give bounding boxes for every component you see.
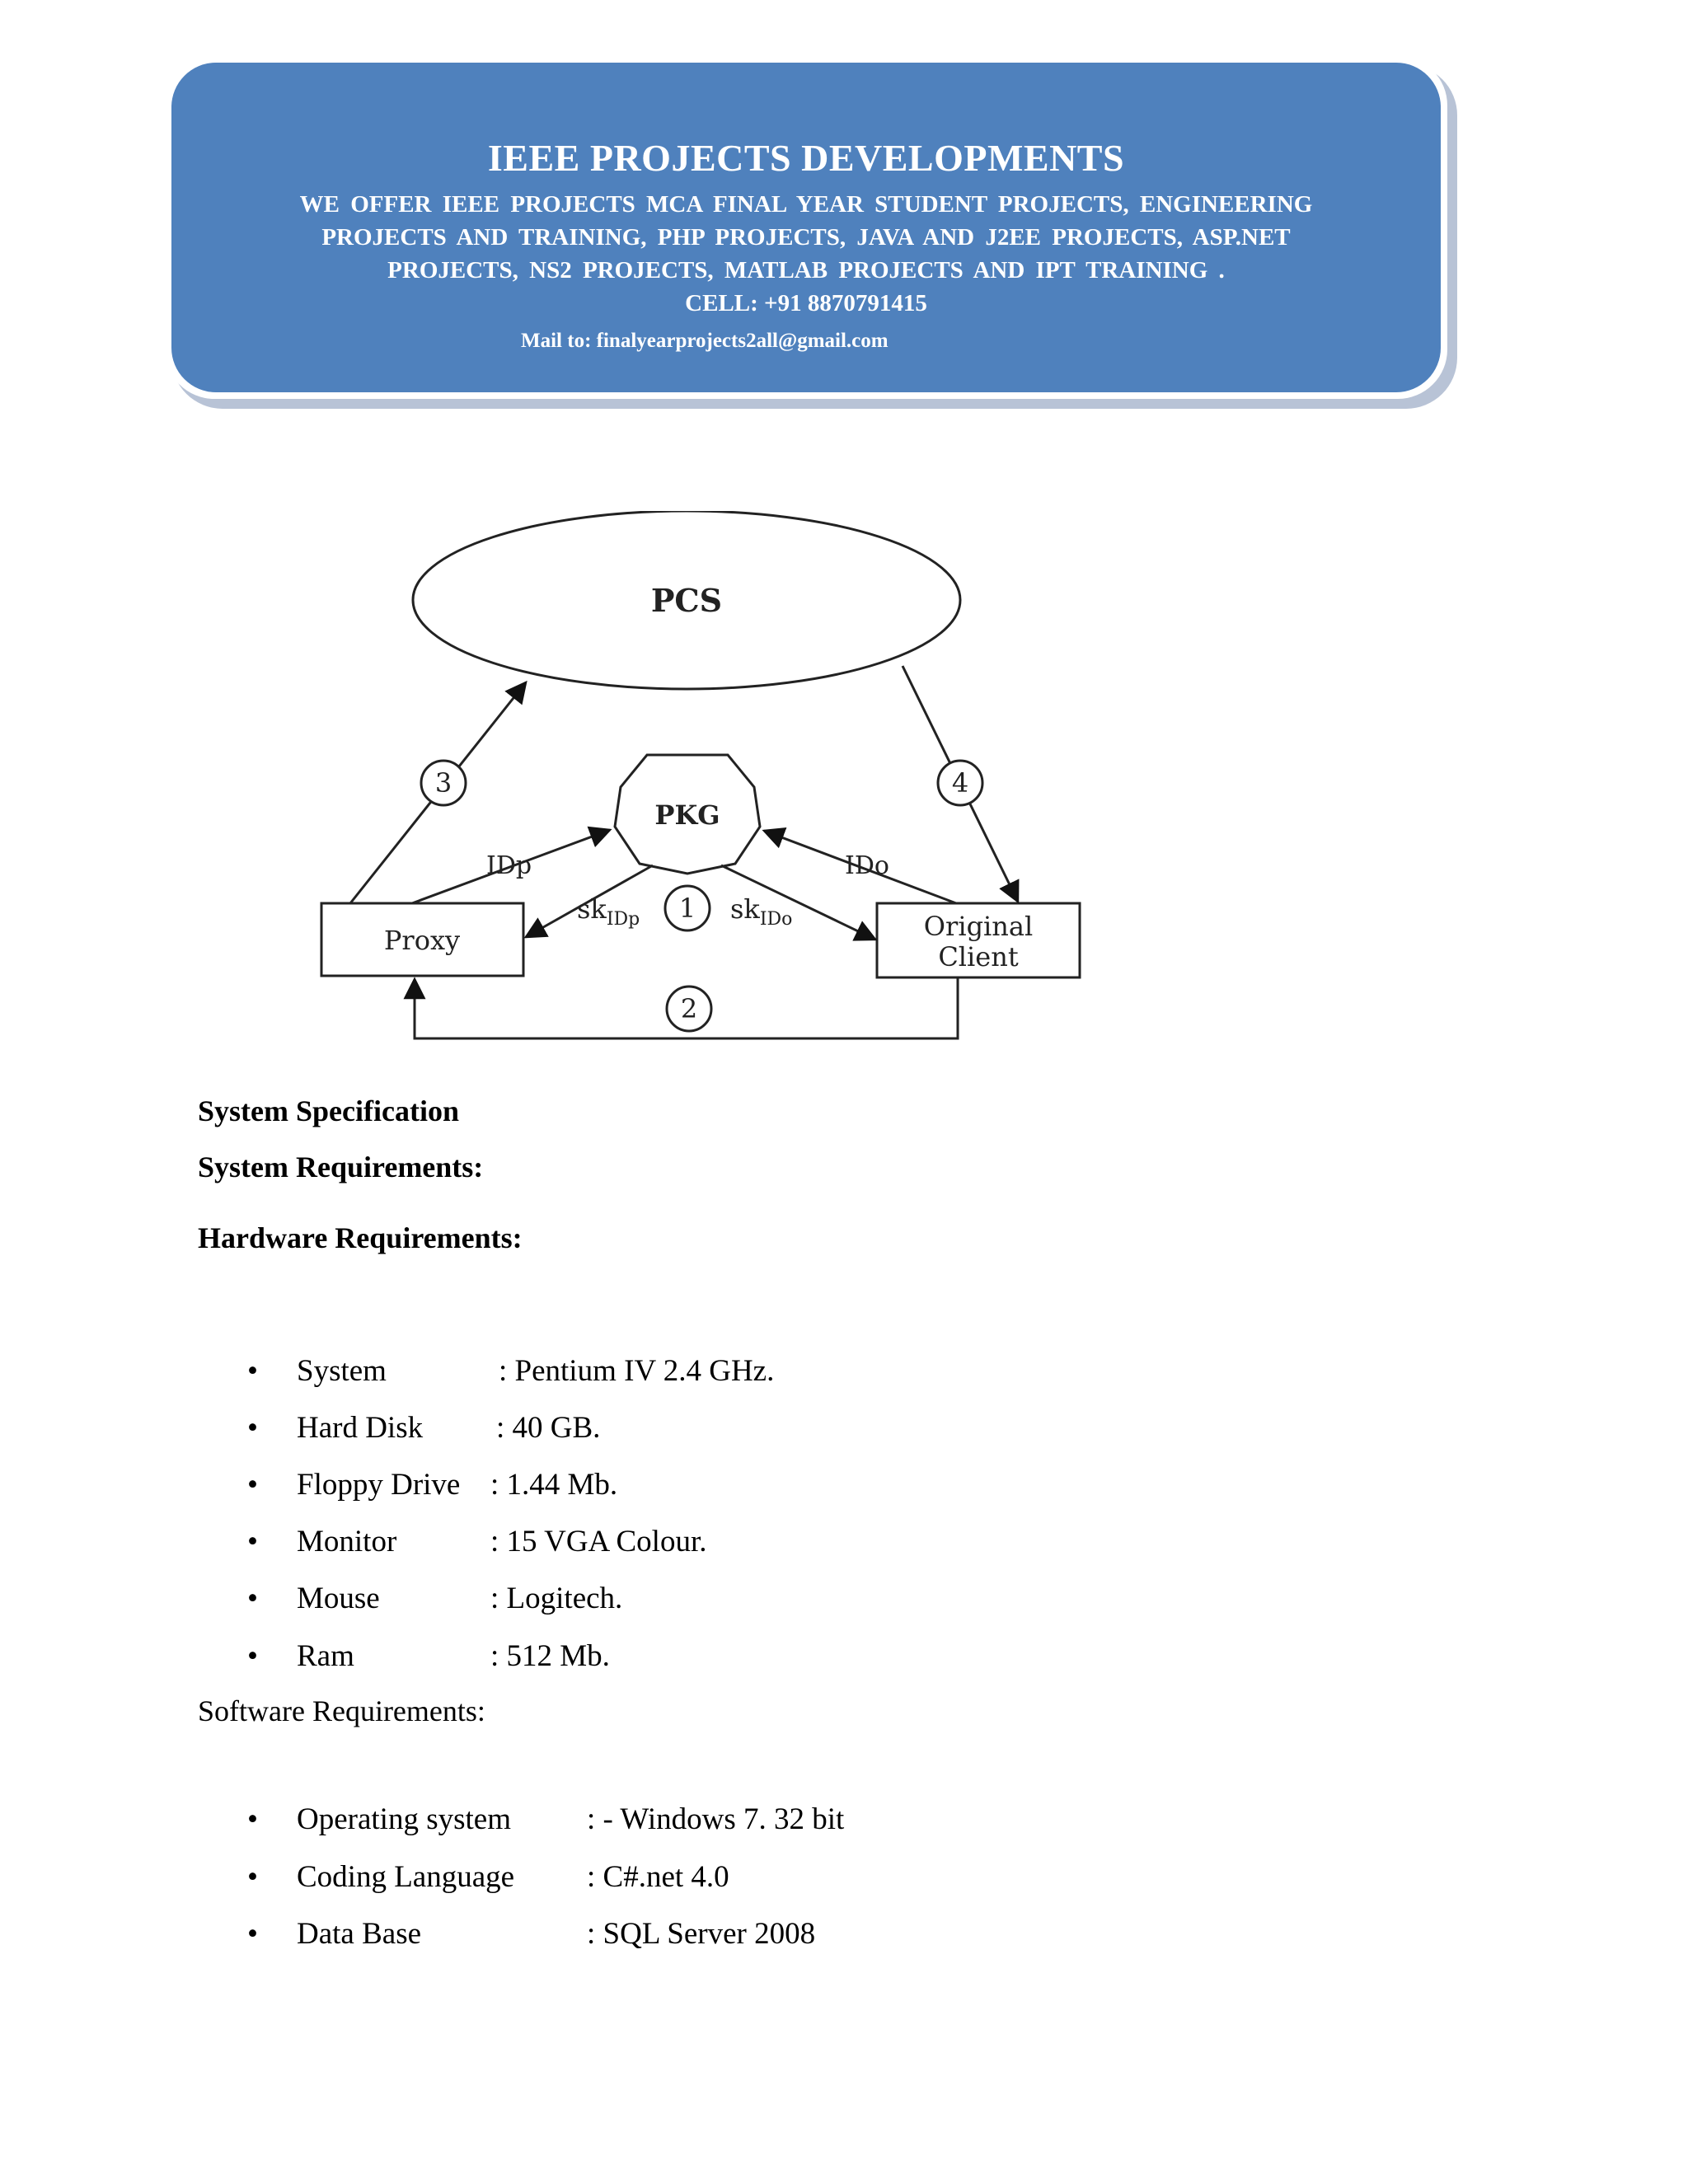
software-label: Data Base: [297, 1917, 422, 1951]
proxy-label: Proxy: [383, 925, 461, 956]
hardware-label: Hard Disk: [297, 1411, 424, 1445]
software-value: : - Windows 7. 32 bit: [587, 1802, 845, 1836]
list-item: [0, 1522, 1688, 1562]
bullet: •: [247, 1860, 258, 1894]
idp-label: IDp: [486, 851, 532, 880]
hardware-value: : 40 GB.: [496, 1411, 601, 1445]
bullet: •: [247, 1354, 258, 1388]
software-label: Operating system: [297, 1802, 511, 1836]
software-value: : C#.net 4.0: [587, 1860, 729, 1894]
banner-title: IEEE PROJECTS DEVELOPMENTS: [487, 137, 1125, 179]
step-2-label: 2: [680, 993, 698, 1024]
sk-ido-label: [730, 893, 792, 930]
software-label: Coding Language: [297, 1860, 515, 1894]
banner-offer-line: WE OFFER IEEE PROJECTS MCA FINAL YEAR STUDENT PROJECTS, ENGINEERING: [299, 191, 1313, 218]
hardware-label: Mouse: [297, 1582, 380, 1615]
hardware-value: : 1.44 Mb.: [490, 1468, 618, 1502]
step-3-label: 3: [434, 767, 452, 799]
list-item: [0, 1465, 1688, 1505]
system-spec-heading: System Specification: [198, 1094, 459, 1127]
bullet: •: [247, 1802, 258, 1836]
list-item: [0, 1579, 1688, 1619]
header-banner-fill: [171, 63, 1441, 392]
hardware-label: System: [297, 1354, 387, 1388]
bullet: •: [247, 1525, 258, 1558]
ido-label: IDo: [845, 851, 889, 880]
step-4-label: 4: [951, 767, 969, 799]
list-item: [0, 1408, 1688, 1448]
banner-offer-line: PROJECTS AND TRAINING, PHP PROJECTS, JAVA AND J2EE PROJECTS, ASP.NET: [321, 224, 1291, 251]
list-item: [0, 1352, 1688, 1391]
hardware-value: : 15 VGA Colour.: [490, 1525, 707, 1558]
sk-idp-main: sk: [577, 893, 607, 925]
hardware-label: Ram: [297, 1639, 354, 1673]
architecture-diagram: [297, 511, 1088, 1055]
list-item: [0, 1915, 1688, 1954]
banner-mail-address: Mail to: finalyearprojects2all@gmail.com: [521, 330, 889, 352]
hardware-value: : Logitech.: [490, 1582, 623, 1615]
sk-idp-subscript: IDp: [606, 909, 640, 930]
banner-offer-line: PROJECTS, NS2 PROJECTS, MATLAB PROJECTS AND IPT TRAINING .: [387, 257, 1225, 284]
bullet: •: [247, 1468, 258, 1502]
bullet: •: [247, 1639, 258, 1673]
pkg-label: PKG: [654, 799, 720, 831]
sk-idp-label: [577, 893, 640, 930]
list-item: [0, 1637, 1688, 1676]
system-req-heading: System Requirements:: [198, 1151, 484, 1183]
hardware-label: Floppy Drive: [297, 1468, 461, 1502]
bullet: •: [247, 1411, 258, 1445]
hardware-req-heading: Hardware Requirements:: [198, 1221, 523, 1254]
banner-cell-number: CELL: +91 8870791415: [685, 290, 927, 316]
step-1-label: 1: [678, 893, 696, 924]
list-item: [0, 1800, 1688, 1840]
hardware-value: : Pentium IV 2.4 GHz.: [499, 1354, 775, 1388]
pcs-label: PCS: [650, 582, 723, 619]
software-req-heading: Software Requirements:: [198, 1694, 485, 1727]
sk-ido-main: sk: [730, 893, 760, 925]
architecture-diagram-svg: [297, 511, 1088, 1055]
sk-ido-subscript: IDo: [759, 909, 793, 930]
client-label-line2: Client: [938, 941, 1019, 972]
header-banner: [165, 56, 1447, 399]
client-label-line1: Original: [923, 911, 1034, 942]
software-value: : SQL Server 2008: [587, 1917, 816, 1951]
list-item: [0, 1858, 1688, 1897]
hardware-value: : 512 Mb.: [490, 1639, 610, 1673]
bullet: •: [247, 1582, 258, 1615]
banner-offer-text: [246, 188, 1367, 287]
hardware-label: Monitor: [297, 1525, 397, 1558]
bullet: •: [247, 1917, 258, 1951]
